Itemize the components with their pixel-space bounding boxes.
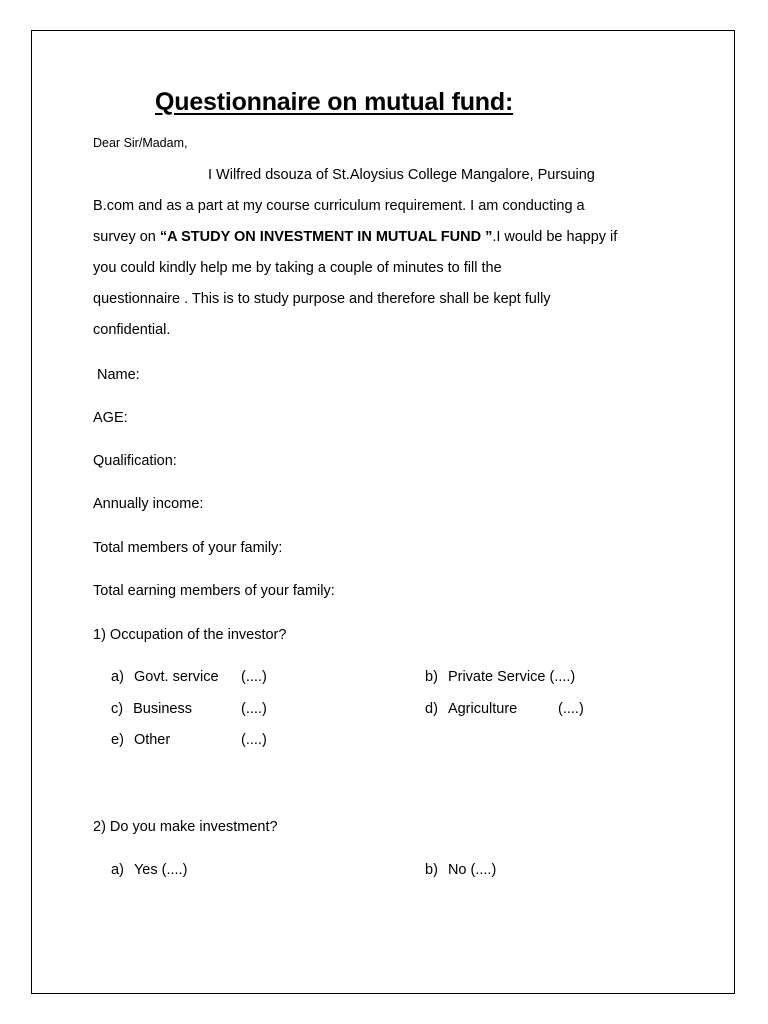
intro-line: I Wilfred dsouza of St.Aloysius College Mangalore, Pursuing xyxy=(208,167,595,183)
intro-line: questionnaire . This is to study purpose and therefore shall be kept fully xyxy=(93,291,551,307)
option-blank[interactable]: (....) xyxy=(161,862,188,878)
option-label: No xyxy=(447,862,467,878)
option-blank[interactable]: (....) xyxy=(241,669,267,685)
option-label: Business xyxy=(133,701,192,717)
option-blank[interactable]: (....) xyxy=(558,701,584,717)
age-field: AGE: xyxy=(93,410,128,426)
intro-text: .I would be happy if xyxy=(492,229,618,245)
option-marker: b) xyxy=(425,862,438,878)
option-marker: a) xyxy=(111,862,124,878)
option-agriculture xyxy=(425,701,584,717)
option-private-service xyxy=(425,669,575,685)
earning-members-field: Total earning members of your family: xyxy=(93,583,335,599)
income-field: Annually income: xyxy=(93,496,204,512)
page-title: Questionnaire on mutual fund: xyxy=(155,88,514,116)
intro-text: survey on xyxy=(93,229,160,245)
intro-line: confidential. xyxy=(93,322,171,338)
option-other xyxy=(111,732,267,748)
question-2: 2) Do you make investment? xyxy=(93,819,278,835)
option-business xyxy=(111,701,267,717)
intro-paragraph xyxy=(93,160,683,346)
option-marker: b) xyxy=(425,669,438,685)
option-blank[interactable]: (....) xyxy=(470,862,497,878)
option-marker: e) xyxy=(111,732,124,748)
qualification-field: Qualification: xyxy=(93,453,177,469)
name-field: Name: xyxy=(97,367,140,383)
option-no xyxy=(425,862,496,878)
salutation: Dear Sir/Madam, xyxy=(93,136,188,150)
option-label: Private Service xyxy=(447,669,546,685)
option-blank[interactable]: (....) xyxy=(241,701,267,717)
intro-line: B.com and as a part at my course curriculum requirement. I am conducting a xyxy=(93,198,585,214)
option-marker: a) xyxy=(111,669,124,685)
option-govt-service xyxy=(111,669,267,685)
option-blank[interactable]: (....) xyxy=(241,732,267,748)
question-1: 1) Occupation of the investor? xyxy=(93,627,287,643)
family-members-field: Total members of your family: xyxy=(93,540,283,556)
intro-line xyxy=(93,222,683,253)
option-blank[interactable]: (....) xyxy=(549,669,576,685)
option-label: Agriculture xyxy=(447,701,518,717)
option-label: Yes xyxy=(133,862,158,878)
option-label: Other xyxy=(133,732,171,748)
intro-line: you could kindly help me by taking a couple of minutes to fill the xyxy=(93,260,502,276)
option-marker: d) xyxy=(425,701,438,717)
option-label: Govt. service xyxy=(133,669,219,685)
option-marker: c) xyxy=(111,701,124,717)
option-yes xyxy=(111,862,187,878)
study-title: “A STUDY ON INVESTMENT IN MUTUAL FUND ” xyxy=(159,229,493,245)
